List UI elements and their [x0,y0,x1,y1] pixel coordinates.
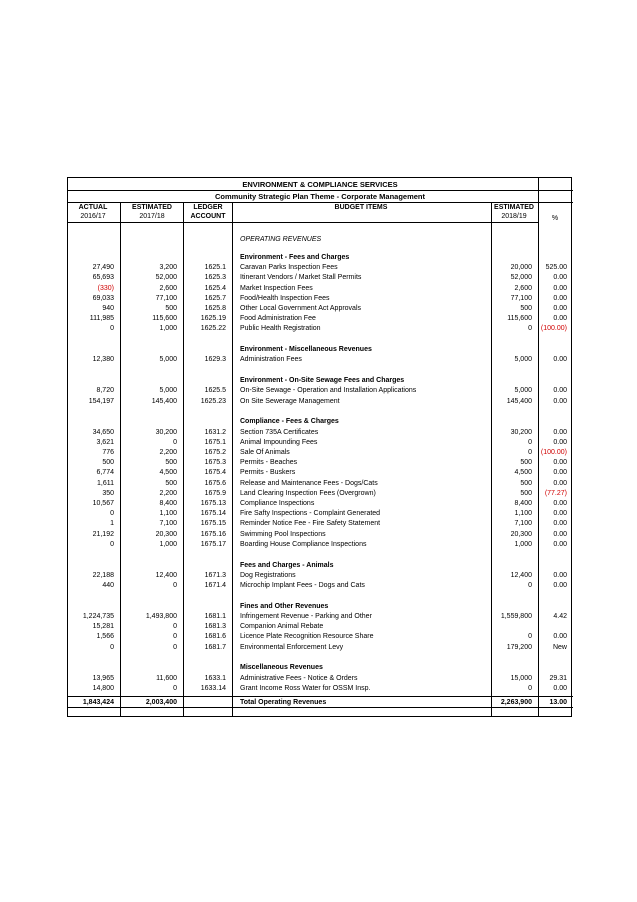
cell-pct: 0.00 [553,684,567,692]
cell-item: On-Site Sewage - Operation and Installation Applications [240,387,417,395]
cell-pct: 0.00 [553,520,567,528]
cell-estimated2: 1,000 [514,540,532,548]
cell-actual: 500 [102,459,114,467]
cell-item: Release and Maintenance Fees - Dogs/Cats [240,479,378,487]
cell-estimated: 52,000 [155,274,177,282]
total-pct: 13.00 [549,698,567,706]
cell-ledger: 1625.1 [204,264,226,272]
cell-ledger: 1625.3 [204,274,226,282]
col-estimated-header: ESTIMATED [132,204,172,211]
cell-estimated2: 15,000 [510,674,532,682]
cell-item: Other Local Government Act Approvals [240,305,362,312]
cell-estimated: 1,000 [159,325,177,333]
cell-estimated: 0 [173,643,177,651]
cell-estimated: 0 [173,633,177,641]
cell-estimated: 77,100 [155,294,177,302]
cell-estimated: 500 [165,479,177,487]
col-ledger-header: LEDGER [193,204,223,211]
group-title: Miscellaneous Revenues [240,664,323,672]
cell-ledger: 1681.6 [204,633,226,641]
cell-estimated: 3,200 [159,264,177,272]
cell-pct: 0.00 [553,582,567,589]
cell-item: Compliance Inspections [240,500,315,507]
cell-estimated: 4,500 [159,469,177,477]
cell-estimated: 7,100 [159,520,177,528]
group-title: Environment - Miscellaneous Revenues [240,346,372,354]
cell-item: Sale Of Animals [240,449,290,456]
cell-estimated2: 0 [528,449,532,456]
col-ledger-sub: ACCOUNT [190,213,226,220]
cell-item: Public Health Registration [240,325,321,333]
col-items-header: BUDGET ITEMS [334,204,388,211]
cell-estimated2: 500 [520,489,532,497]
cell-item: Reminder Notice Fee - Fire Safety Statement [240,520,381,528]
cell-actual: 0 [110,510,114,518]
cell-pct: 0.00 [553,284,567,292]
cell-item: Boarding House Compliance Inspections [240,540,367,548]
cell-item: Licence Plate Recognition Resource Share [240,633,374,641]
divider-actual [120,202,121,716]
cell-item: Administrative Fees - Notice & Orders [240,674,358,682]
cell-estimated: 30,200 [155,428,177,436]
cell-actual: 3,621 [96,438,114,446]
cell-ledger: 1675.14 [200,510,226,518]
cell-estimated: 2,200 [159,449,177,456]
cell-estimated2: 7,100 [514,520,532,528]
cell-estimated2: 0 [528,684,532,692]
table-title: ENVIRONMENT & COMPLIANCE SERVICES [242,180,398,189]
cell-ledger: 1675.17 [200,540,226,548]
cell-item: Grant Income Ross Water for OSSM Insp. [240,684,371,692]
cell-pct: 0.00 [553,294,567,302]
cell-item: Dog Registrations [240,571,296,579]
cell-estimated: 2,200 [159,489,177,497]
cell-pct: 29.31 [549,674,567,682]
cell-actual: 65,693 [92,274,114,282]
cell-actual: 10,567 [92,500,114,507]
cell-ledger: 1675.6 [204,479,226,487]
cell-item: Market Inspection Fees [240,284,313,292]
cell-ledger: 1625.5 [204,387,226,395]
cell-estimated: 5,000 [159,356,177,364]
cell-ledger: 1675.1 [204,438,226,446]
cell-estimated2: 20,000 [510,264,532,272]
cell-estimated: 0 [173,623,177,631]
col-pct-header: % [551,215,559,222]
cell-item: On Site Sewerage Management [240,397,340,405]
cell-actual: 440 [102,582,114,589]
cell-item: Microchip Implant Fees - Dogs and Cats [240,582,365,589]
cell-pct: (77.27) [544,489,567,497]
cell-item: Food Administration Fee [240,315,316,323]
cell-item: Fire Safty Inspections - Complaint Generated [240,510,381,518]
cell-ledger: 1675.4 [204,469,226,477]
cell-estimated2: 0 [528,438,532,446]
cell-estimated: 1,493,800 [145,613,177,620]
title-divider [68,190,573,191]
cell-ledger: 1631.2 [204,428,226,436]
cell-ledger: 1625.4 [204,284,226,292]
cell-item: Animal Impounding Fees [240,438,318,446]
cell-ledger: 1681.7 [204,643,226,651]
cell-item: Food/Health Inspection Fees [240,294,330,302]
cell-actual: 22,188 [92,571,114,579]
cell-ledger: 1675.16 [200,530,226,538]
cell-ledger: 1671.4 [204,582,226,589]
cell-estimated: 2,600 [159,284,177,292]
cell-estimated2: 1,100 [514,510,532,518]
cell-ledger: 1629.3 [204,356,226,364]
cell-pct: 0.00 [553,428,567,436]
cell-actual: 12,380 [92,356,114,364]
total-actual: 1,843,424 [82,698,114,706]
cell-ledger: 1625.8 [204,305,226,312]
cell-pct: 0.00 [553,479,567,487]
cell-estimated: 12,400 [155,571,177,579]
cell-pct: 0.00 [553,510,567,518]
cell-actual: 8,720 [96,387,114,395]
cell-ledger: 1625.23 [200,397,226,405]
cell-estimated: 1,000 [159,540,177,548]
cell-ledger: 1633.14 [200,684,226,692]
col-actual-year: 2016/17 [80,213,106,220]
cell-estimated2: 500 [520,459,532,467]
cell-estimated: 115,600 [152,315,177,323]
group-title: Environment - Fees and Charges [240,254,350,261]
cell-item: Environmental Enforcement Levy [240,643,344,651]
total-estimated2: 2,263,900 [500,698,532,706]
cell-pct: 0.00 [553,459,567,467]
cell-actual: 6,774 [96,469,114,477]
cell-pct: 0.00 [553,397,567,405]
cell-item: Permits - Buskers [240,469,296,477]
cell-pct: 0.00 [553,305,567,312]
cell-actual: 0 [110,540,114,548]
cell-estimated: 0 [173,684,177,692]
cell-ledger: 1675.15 [200,520,226,528]
cell-item: Land Clearing Inspection Fees (Overgrown) [240,489,376,497]
cell-item: Administration Fees [240,356,302,364]
cell-pct: 0.00 [553,315,567,323]
cell-estimated2: 4,500 [514,469,532,477]
cell-item: Section 735A Certificates [240,428,319,436]
cell-pct: 0.00 [553,438,567,446]
cell-actual: (330) [97,284,114,292]
cell-actual: 15,281 [92,623,114,631]
group-title: Fees and Charges - Animals [240,561,334,569]
cell-pct: 0.00 [553,530,567,538]
cell-pct: 0.00 [553,356,567,364]
cell-estimated: 500 [165,459,177,467]
cell-estimated2: 0 [528,582,532,589]
cell-estimated2: 20,300 [510,530,532,538]
cell-estimated2: 0 [528,325,532,333]
cell-estimated2: 5,000 [514,387,532,395]
cell-actual: 69,033 [92,294,114,302]
cell-ledger: 1681.1 [204,613,226,620]
cell-pct: 0.00 [553,633,567,641]
cell-actual: 111,985 [89,315,114,323]
cell-ledger: 1675.13 [200,500,226,507]
cell-estimated: 1,100 [159,510,177,518]
budget-sheet [67,177,572,717]
cell-actual: 154,197 [88,397,114,405]
cell-estimated2: 77,100 [510,294,532,302]
divider-estimated [183,202,184,716]
cell-ledger: 1671.3 [204,571,226,579]
divider-est2 [538,178,539,716]
col-estimated-year: 2017/18 [139,213,165,220]
cell-pct: New [552,643,567,651]
cell-estimated: 145,400 [151,397,177,405]
cell-actual: 350 [102,489,114,497]
cell-pct: 0.00 [553,540,567,548]
cell-estimated2: 30,200 [510,428,532,436]
cell-item: Infringement Revenue - Parking and Other [240,613,372,620]
cell-pct: 4.42 [553,613,567,620]
cell-estimated2: 1,559,800 [500,613,532,620]
cell-pct: 0.00 [553,387,567,395]
cell-estimated: 0 [173,582,177,589]
cell-estimated2: 5,000 [514,356,532,364]
cell-actual: 1,224,735 [82,613,114,620]
cell-estimated2: 8,400 [514,500,532,507]
cell-estimated: 8,400 [159,500,177,507]
cell-estimated2: 0 [528,633,532,641]
total-estimated: 2,003,400 [145,698,177,706]
cell-pct: (100.00) [540,325,567,333]
group-title: Fines and Other Revenues [240,602,329,610]
cell-actual: 1 [110,520,114,528]
cell-item: Itinerant Vendors / Market Stall Permits [240,274,362,282]
cell-estimated: 0 [173,438,177,446]
cell-estimated2: 500 [520,479,532,487]
cell-estimated: 11,600 [156,674,177,682]
cell-item: Permits - Beaches [240,459,298,467]
cell-item: Swimming Pool Inspections [240,530,326,538]
cell-ledger: 1675.9 [204,489,226,497]
cell-estimated2: 179,200 [506,643,532,651]
cell-actual: 776 [102,449,114,456]
section-title: OPERATING REVENUES [240,236,322,243]
cell-estimated2: 2,600 [514,284,532,292]
cell-ledger: 1625.7 [204,294,226,302]
cell-estimated: 500 [165,305,177,312]
cell-item: Caravan Parks Inspection Fees [240,264,338,272]
cell-ledger: 1633.1 [204,674,226,682]
group-title: Compliance - Fees & Charges [240,418,339,426]
cell-pct: 0.00 [553,571,567,579]
cell-estimated2: 115,600 [507,315,532,323]
cell-pct: 0.00 [553,500,567,507]
cell-actual: 34,650 [92,428,114,436]
col-estimated2-year: 2018/19 [501,213,527,220]
cell-ledger: 1625.19 [200,315,226,323]
cell-estimated: 5,000 [159,387,177,395]
cell-estimated2: 145,400 [506,397,532,405]
cell-pct: 0.00 [553,469,567,477]
cell-pct: 525.00 [545,264,567,272]
cell-actual: 0 [110,643,114,651]
cell-item: Companion Animal Rebate [240,623,324,631]
col-actual-header: ACTUAL [78,204,108,211]
cell-ledger: 1675.3 [204,459,226,467]
cell-actual: 27,490 [92,264,114,272]
divider-ledger [232,202,233,716]
total-bottom-line [68,707,573,708]
cell-estimated: 20,300 [155,530,177,538]
cell-estimated2: 52,000 [510,274,532,282]
cell-actual: 940 [102,305,114,312]
divider-items [491,202,492,716]
cell-ledger: 1675.2 [204,449,226,456]
cell-actual: 14,800 [92,684,114,692]
cell-estimated2: 12,400 [510,571,532,579]
table-subtitle: Community Strategic Plan Theme - Corporate Management [214,192,426,201]
cell-actual: 21,192 [92,530,114,538]
total-label: Total Operating Revenues [240,698,327,706]
cell-pct: 0.00 [553,274,567,282]
cell-actual: 0 [110,325,114,333]
cell-actual: 1,611 [97,479,114,487]
group-title: Environment - On-Site Sewage Fees and Charges [240,377,405,385]
cell-ledger: 1681.3 [204,623,226,631]
col-estimated2-header: ESTIMATED [494,204,534,211]
cell-estimated2: 500 [520,305,532,312]
cell-pct: (100.00) [540,449,567,456]
cell-actual: 13,965 [92,674,114,682]
cell-actual: 1,566 [96,633,114,641]
cell-ledger: 1625.22 [200,325,226,333]
